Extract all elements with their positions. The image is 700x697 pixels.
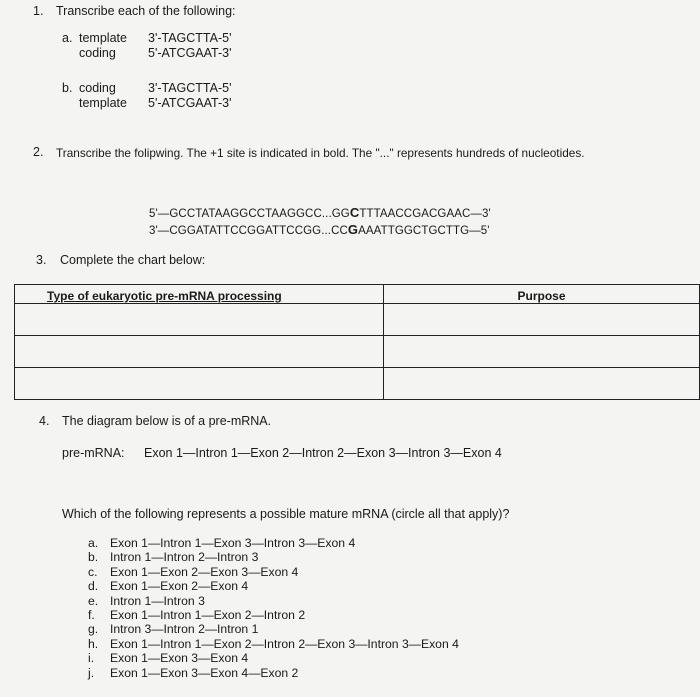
q4-option-h[interactable]: h. Exon 1—Intron 1—Exon 2—Intron 2—Exon 3—Intron 3—Exon 4 (88, 636, 459, 651)
chart-header-purpose: Purpose (384, 285, 700, 304)
chart-cell-purpose[interactable] (384, 304, 700, 336)
q1b-row1-label: coding (79, 81, 116, 95)
q3-number: 3. (36, 253, 47, 267)
q2-seq-top-bold: C (349, 205, 360, 220)
chart-header-row (15, 285, 700, 304)
chart-row (15, 336, 700, 368)
q3-text: Complete the chart below: (60, 253, 206, 267)
q1a-row1-label: template (79, 31, 127, 45)
q4-option-c[interactable]: c. Exon 1—Exon 2—Exon 3—Exon 4 (88, 564, 299, 579)
q2-text: Transcribe the folipwing. The +1 site is indicated in bold. The "..." represents hundreds of nucleotides. (56, 146, 585, 160)
q4-diagram-label: pre-mRNA: (62, 446, 125, 460)
q1-text: Transcribe each of the following: (56, 4, 236, 18)
q1b-row2-label: template (79, 96, 127, 110)
q4-option-i[interactable]: i. Exon 1—Exon 3—Exon 4 (88, 651, 249, 666)
q4-number: 4. (39, 414, 50, 428)
chart-cell-type[interactable] (15, 304, 384, 336)
chart-cell-purpose[interactable] (384, 336, 700, 368)
q4-option-d[interactable]: d. Exon 1—Exon 2—Exon 4 (88, 579, 249, 594)
chart-header-type: Type of eukaryotic pre-mRNA processing (15, 285, 384, 304)
q1a-row2-seq: 5'-ATCGAAT-3' (148, 46, 232, 60)
q2-sequence-top (149, 205, 491, 220)
q1b-row1-seq: 3'-TAGCTTA-5' (148, 81, 232, 95)
q1-number: 1. (33, 4, 44, 18)
q2-seq-bottom-post: AAATTGGCTGCTTG—5' (358, 225, 490, 237)
q4-option-a[interactable]: a. Exon 1—Intron 1—Exon 3—Intron 3—Exon 4 (88, 536, 356, 550)
chart-cell-purpose[interactable] (384, 368, 700, 400)
chart-cell-type[interactable] (15, 336, 384, 368)
q4-diagram: Exon 1—Intron 1—Exon 2—Intron 2—Exon 3—Intron 3—Exon 4 (144, 446, 502, 460)
q1a-letter: a. (62, 31, 73, 45)
chart-cell-type[interactable] (15, 368, 384, 400)
q2-seq-bottom-bold: G (347, 222, 359, 237)
chart-row (15, 304, 700, 336)
q2-sequence-bottom (149, 222, 490, 237)
q4-option-f[interactable]: f. Exon 1—Intron 1—Exon 2—Intron 2 (88, 608, 306, 623)
q4-options-list (88, 536, 459, 680)
q2-seq-bottom-pre: 3'—CGGATATTCCGGATTCCGG...CC (149, 225, 348, 237)
q4-question: Which of the following represents a possible mature mRNA (circle all that apply)? (62, 507, 510, 521)
q4-option-g[interactable]: g. Intron 3—Intron 2—Intron 1 (88, 622, 259, 637)
q4-option-j[interactable]: j. Exon 1—Exon 3—Exon 4—Exon 2 (88, 665, 299, 680)
processing-chart (14, 284, 700, 400)
q2-number: 2. (33, 145, 44, 159)
q4-text: The diagram below is of a pre-mRNA. (62, 414, 272, 428)
q4-option-b[interactable]: b. Intron 1—Intron 2—Intron 3 (88, 550, 259, 565)
q1b-row2-seq: 5'-ATCGAAT-3' (148, 96, 232, 110)
q2-seq-top-post: TTTAACCGACGAAC—3' (359, 208, 491, 220)
q4-option-e[interactable]: e. Intron 1—Intron 3 (88, 593, 205, 608)
chart-row (15, 368, 700, 400)
q1a-row1-seq: 3'-TAGCTTA-5' (148, 31, 232, 45)
q2-seq-top-pre: 5'—GCCTATAAGGCCTAAGGCC...GG (149, 208, 350, 220)
q1b-letter: b. (62, 81, 73, 95)
q1a-row2-label: coding (79, 46, 116, 60)
